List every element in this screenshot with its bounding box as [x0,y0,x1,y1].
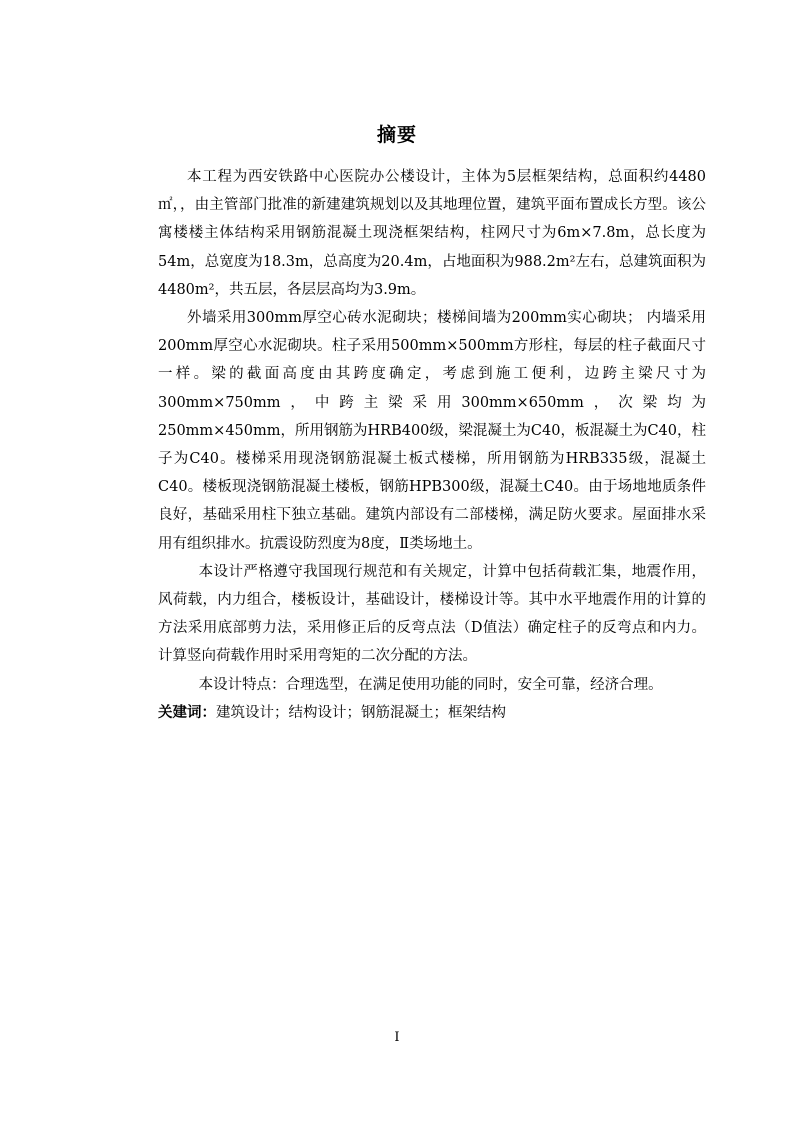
abstract-paragraph-1: 本工程为西安铁路中心医院办公楼设计，主体为5层框架结构，总面积约4480㎡，，由主管部门批准的新建建筑规划以及其地理位置，建筑平面布置成长方型。该公寓楼楼主体结构采用钢筋混凝土现浇框架结构，柱网尺寸为6m×7.8m，总长度为54m，总宽度为18.3m，总高度为20.4m，占地面积为988.2m²左右，总建筑面积为4480m²，共五层，各层层高均为3.9m。 [158,169,706,298]
keywords-line [158,699,706,727]
keywords-label: 关建词： [158,703,216,721]
abstract-body [158,163,706,727]
keywords-text: 建筑设计；结构设计；钢筋混凝土；框架结构 [216,704,506,721]
abstract-title: 摘要 [376,124,417,146]
page-number: I [394,1030,400,1045]
abstract-paragraph-3: 本设计严格遵守我国现行规范和有关规定，计算中包括荷载汇集，地震作用，风荷载，内力组合，楼板设计，基础设计，楼梯设计等。其中水平地震作用的计算的方法采用底部剪力法，采用修正后的反弯点法（D值法）确定柱子的反弯点和内力。计算竖向荷载作用时采用弯矩的二次分配的方法。 [158,563,706,665]
abstract-paragraph-2: 外墙采用300mm厚空心砖水泥砌块；楼梯间墙为200mm实心砌块； 内墙采用200mm厚空心水泥砌块。柱子采用500mm×500mm方形柱，每层的柱子截面尺寸一样。梁的截面高度由其跨度确定，考虑到施工便利，边跨主梁尺寸为300mm×750mm，中跨主梁采用300mm×650mm，次梁均为250mm×450mm，所用钢筋为HRB400级，梁混凝土为C40，板混凝土为C40，柱子为C40。楼梯采用现浇钢筋混凝土板式楼梯，所用钢筋为HRB335级，混凝土C40。楼板现浇钢筋混凝土楼板，钢筋HPB300级，混凝土C40。由于场地地质条件良好，基础采用柱下独立基础。建筑内部设有二部楼梯，满足防火要求。屋面排水采用有组织排水。抗震设防烈度为8度，Ⅱ类场地土。 [158,310,706,552]
abstract-paragraph-4: 本设计特点：合理选型，在满足使用功能的同时，安全可靠，经济合理。 [198,676,663,693]
